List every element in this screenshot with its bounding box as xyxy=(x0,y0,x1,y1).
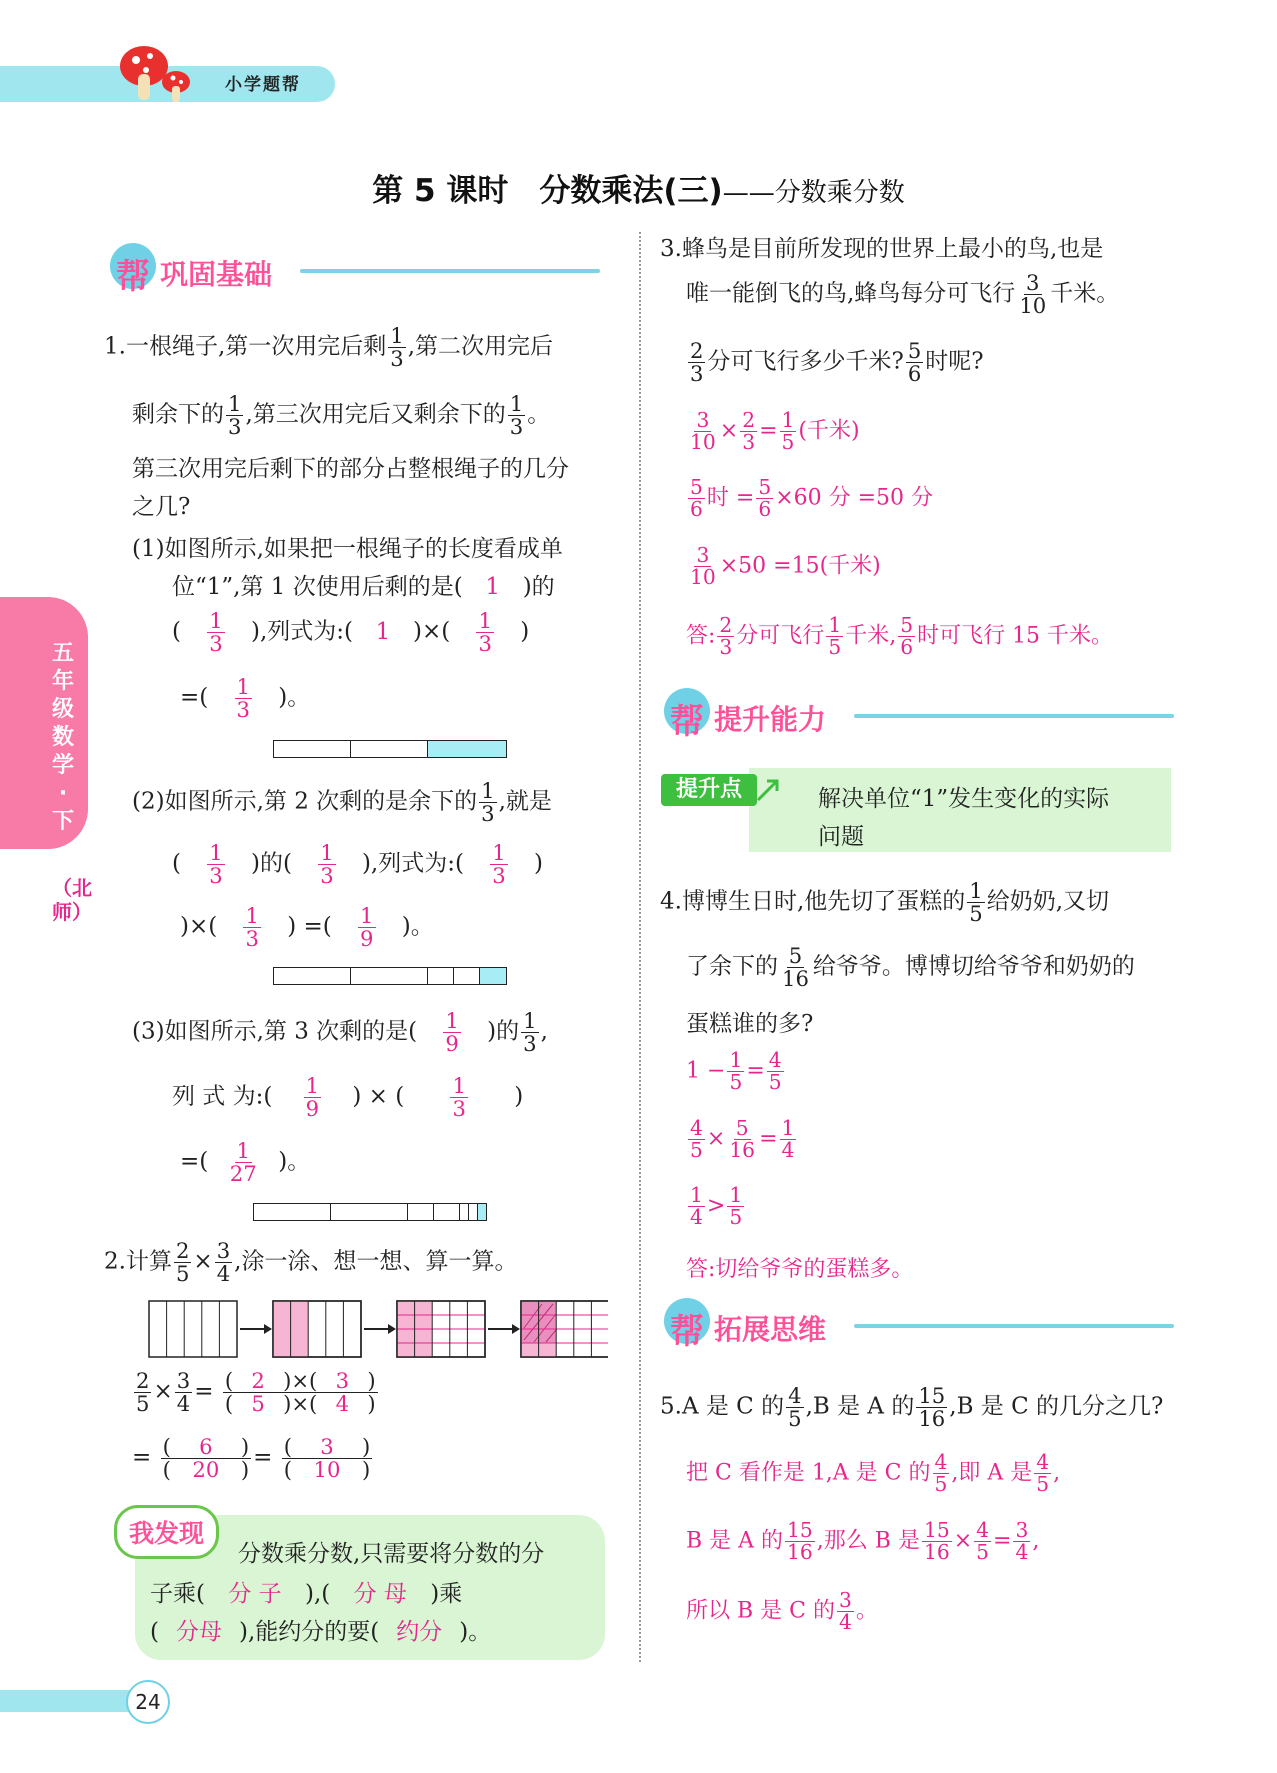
tip-line1: 解决单位“1”发生变化的实际 xyxy=(818,786,1110,812)
section-expand: 帮 拓展思维 xyxy=(664,1300,1174,1346)
q1-part1-b: 位“1”,第 1 次使用后剩的是( 1 )的 xyxy=(172,574,555,600)
rope-bar-1 xyxy=(273,740,507,758)
lesson-title: 第 5 课时 分数乘法(三) xyxy=(372,173,723,209)
q4-answer: 答:切给爷爷的蛋糕多。 xyxy=(686,1257,914,1282)
q1-part1-c: ( $\frac{1}{3}$ ),列式为:( 1 )×( $\frac{1}{3}$ ) xyxy=(172,608,530,657)
q1-part1-result: =( $\frac{1}{3}$ )。 xyxy=(180,674,311,723)
section-basic-label: 巩固基础 xyxy=(160,258,273,291)
q4-line3: 蛋糕谁的多? xyxy=(686,1011,814,1037)
q1-line2: 剩余下的 $\frac{1}{3}$ ,第三次用完后又剩余下的 $\frac{1}{3}$ 。 xyxy=(132,391,551,440)
rope-bar-3 xyxy=(253,1203,487,1221)
discover-line3: ( 分母 ),能约分的要( 约分 )。 xyxy=(150,1619,492,1645)
q1-part3-b: 列 式 为:( $\frac{1}{9}$ ) × ( $\frac{1}{3}$ ) xyxy=(172,1073,524,1122)
q5-step2: B 是 A 的 $\frac{15}{16}$ ,那么 B 是 $\frac{15}{16}$ × $\frac{4}{5}$ = $\frac{3}{4}$ , xyxy=(686,1518,1040,1565)
q4-line1: 4.博博生日时,他先切了蛋糕的 $\frac{1}{5}$ 给奶奶,又切 xyxy=(660,878,1110,927)
edition-label: （北师） xyxy=(52,876,92,924)
q5-step3: 所以 B 是 C 的 $\frac{3}{4}$ 。 xyxy=(686,1588,878,1635)
q1-part3-result: =( $\frac{1}{27}$ )。 xyxy=(180,1138,311,1187)
page-title xyxy=(0,165,1277,210)
page-number: 24 xyxy=(126,1680,170,1724)
mushroom-icon xyxy=(118,38,194,106)
q3-step1: $\frac{3}{10}$ × $\frac{2}{3}$ = $\frac{1}{5}$ (千米) xyxy=(690,408,860,455)
q3-step2: $\frac{5}{6}$ 时 = $\frac{5}{6}$ ×60 分 =50 分 xyxy=(690,475,934,522)
q3-line1: 3.蜂鸟是目前所发现的世界上最小的鸟,也是 xyxy=(660,236,1104,262)
q2-question: 2.计算 $\frac{2}{5}$ × $\frac{3}{4}$ ,涂一涂、想一想、算一算。 xyxy=(104,1238,518,1287)
tip-line2: 问题 xyxy=(818,824,864,850)
q4-line2: 了余下的 $\frac{5}{16}$ 给爷爷。博博切给爷爷和奶奶的 xyxy=(686,943,1135,992)
q2-work-2: = $\frac{( 6 )}{( 20 )}$ = $\frac{( 3 )}{( 10 )}$ xyxy=(132,1434,371,1483)
q2-work-1: $\frac{2}{5}$ × $\frac{3}{4}$ = $\frac{( 2 )\times( 3 )}{( 5 )\times( 4 )}$ xyxy=(136,1368,376,1417)
discover-line1: 分数乘分数,只需要将分数的分 xyxy=(238,1541,545,1567)
q3-line2: 唯一能倒飞的鸟,蜂鸟每分可飞行 $\frac{3}{10}$ 千米。 xyxy=(686,270,1120,319)
section-expand-label: 拓展思维 xyxy=(714,1313,827,1346)
q1-part2-a: (2)如图所示,第 2 次剩的是余下的 $\frac{1}{3}$ ,就是 xyxy=(132,778,552,827)
bang-char: 帮 xyxy=(116,257,150,297)
q3-line3: $\frac{2}{3}$ 分可飞行多少千米? $\frac{5}{6}$ 时呢? xyxy=(690,338,984,387)
rope-bar-2 xyxy=(273,967,507,985)
q1-part2-c: )×( $\frac{1}{3}$ ) =( $\frac{1}{9}$ )。 xyxy=(180,903,434,952)
arrow-icon xyxy=(755,776,785,804)
q1-part1-a: (1)如图所示,如果把一根绳子的长度看成单 xyxy=(132,536,563,562)
q4-step1: 1 − $\frac{1}{5}$ = $\frac{4}{5}$ xyxy=(686,1048,782,1095)
lesson-subtitle: ——分数乘分数 xyxy=(722,178,905,208)
q1-line3: 第三次用完后剩下的部分占整根绳子的几分 xyxy=(132,456,569,482)
column-divider xyxy=(639,232,641,1662)
grade-label: 五年级数学·下 xyxy=(51,641,74,834)
q3-answer: 答: $\frac{2}{3}$ 分可飞行 $\frac{1}{5}$ 千米, $\frac{5}{6}$ 时可飞行 15 千米。 xyxy=(686,613,1114,660)
brand-title: 小学题帮 xyxy=(225,75,301,95)
section-improve-label: 提升能力 xyxy=(714,703,827,736)
section-improve: 帮 提升能力 xyxy=(664,690,1174,736)
section-rule xyxy=(300,269,600,273)
q1-part2-b: ( $\frac{1}{3}$ )的( $\frac{1}{3}$ ),列式为:( $\frac{1}{3}$ ) xyxy=(172,840,543,889)
q4-step2: $\frac{4}{5}$ × $\frac{5}{16}$ = $\frac{1}{4}$ xyxy=(690,1116,795,1163)
section-basic xyxy=(110,245,610,297)
q1-line1: 1.一根绳子,第一次用完后剩 $\frac{1}{3}$ ,第二次用完后 xyxy=(104,323,554,372)
discover-tag: 我发现 xyxy=(114,1505,219,1559)
fraction-grids xyxy=(148,1300,608,1360)
discover-line2: 子乘( 分 子 ),( 分 母 )乘 xyxy=(150,1581,463,1607)
tip-tag: 提升点 xyxy=(661,774,757,806)
q3-step3: $\frac{3}{10}$ ×50 =15(千米) xyxy=(690,543,881,590)
q1-line4: 之几? xyxy=(132,494,191,520)
q1-part3-a: (3)如图所示,第 3 次剩的是( $\frac{1}{9}$ )的 $\frac{1}{3}$ , xyxy=(132,1008,548,1057)
q5-question: 5.A 是 C 的 $\frac{4}{5}$ ,B 是 A 的 $\frac{15}{16}$ ,B 是 C 的几分之几? xyxy=(660,1383,1164,1432)
q5-step1: 把 C 看作是 1,A 是 C 的 $\frac{4}{5}$ ,即 A 是 $\frac{4}{5}$ , xyxy=(686,1450,1061,1497)
q4-step3: $\frac{1}{4}$ > $\frac{1}{5}$ xyxy=(690,1183,743,1230)
